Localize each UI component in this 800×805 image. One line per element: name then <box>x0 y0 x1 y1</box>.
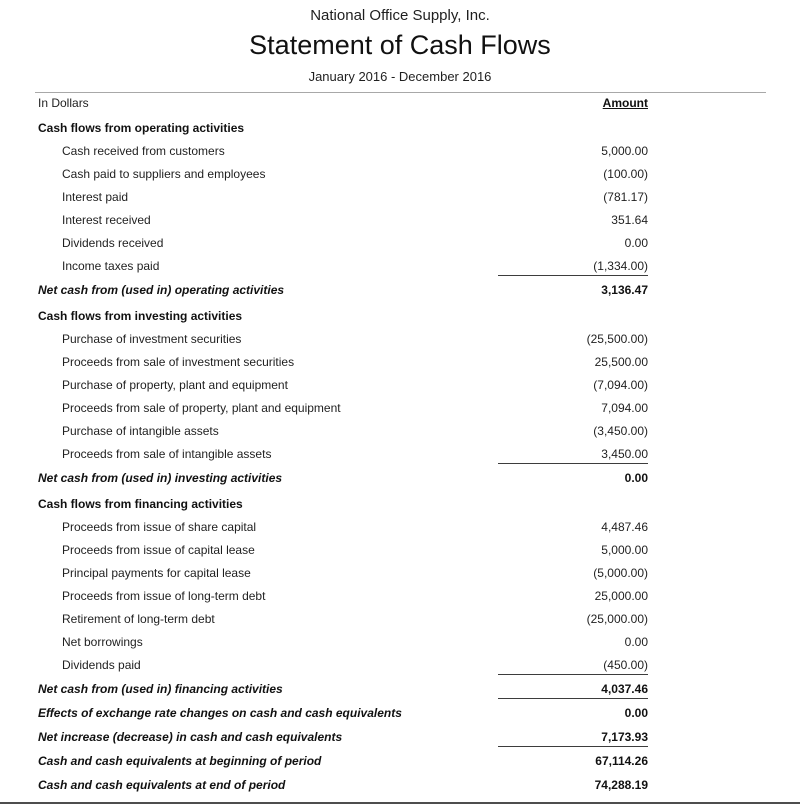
row-label: Net cash from (used in) investing activities <box>38 471 283 485</box>
row-label: Principal payments for capital lease <box>62 566 251 580</box>
detail-row <box>0 516 800 539</box>
detail-row <box>0 186 800 209</box>
detail-row <box>0 420 800 443</box>
row-amount: 4,037.46 <box>498 682 648 699</box>
detail-row <box>0 140 800 163</box>
row-label: Cash received from customers <box>62 144 225 158</box>
row-label: Cash flows from investing activities <box>38 309 243 323</box>
row-amount: 0.00 <box>624 635 648 649</box>
row-amount: 7,094.00 <box>601 401 648 415</box>
detail-row <box>0 374 800 397</box>
detail-row <box>0 585 800 608</box>
total-row <box>0 774 800 797</box>
row-label: Proceeds from issue of long-term debt <box>62 589 266 603</box>
detail-row <box>0 255 800 278</box>
detail-row <box>0 631 800 654</box>
row-label: Proceeds from sale of property, plant and equipment <box>62 401 341 415</box>
row-amount: (100.00) <box>603 167 648 181</box>
row-amount: 5,000.00 <box>601 543 648 557</box>
detail-row <box>0 443 800 466</box>
row-amount: 25,000.00 <box>594 589 648 603</box>
detail-row <box>0 562 800 585</box>
total-row <box>0 467 800 490</box>
row-amount: 0.00 <box>624 236 648 250</box>
row-label: Purchase of property, plant and equipment <box>62 378 288 392</box>
detail-row <box>0 539 800 562</box>
report-title: Statement of Cash Flows <box>249 30 551 60</box>
header-divider <box>35 92 766 93</box>
report-period: January 2016 - December 2016 <box>308 69 492 84</box>
row-amount: 351.64 <box>611 213 648 227</box>
row-label: Cash and cash equivalents at end of period <box>38 778 286 792</box>
report-rows-container <box>0 114 800 797</box>
row-label: Cash paid to suppliers and employees <box>62 167 266 181</box>
column-header-row <box>0 96 800 116</box>
section-row <box>0 305 800 328</box>
row-label: Purchase of investment securities <box>62 332 242 346</box>
row-amount: 3,136.47 <box>601 283 648 297</box>
row-label: Cash flows from operating activities <box>38 121 245 135</box>
detail-row <box>0 209 800 232</box>
row-amount: (781.17) <box>603 190 648 204</box>
row-amount: 4,487.46 <box>601 520 648 534</box>
row-amount: 0.00 <box>624 471 648 485</box>
total-row <box>0 750 800 773</box>
company-name: National Office Supply, Inc. <box>310 7 490 24</box>
row-amount: 3,450.00 <box>498 447 648 464</box>
total-row <box>0 678 800 701</box>
row-amount: (1,334.00) <box>498 259 648 276</box>
row-amount: (450.00) <box>498 658 648 675</box>
detail-row <box>0 351 800 374</box>
row-amount: (25,500.00) <box>586 332 648 346</box>
section-row <box>0 493 800 516</box>
section-row <box>0 117 800 140</box>
row-label: Retirement of long-term debt <box>62 612 215 626</box>
column-header-amount: Amount <box>602 96 648 110</box>
row-amount: 25,500.00 <box>594 355 648 369</box>
row-amount: 5,000.00 <box>601 144 648 158</box>
row-label: Purchase of intangible assets <box>62 424 219 438</box>
row-amount: (3,450.00) <box>593 424 648 438</box>
row-label: Proceeds from sale of intangible assets <box>62 447 272 461</box>
row-label: Interest received <box>62 213 151 227</box>
row-label: Income taxes paid <box>62 259 160 273</box>
column-header-in-dollars: In Dollars <box>38 96 89 110</box>
row-label: Dividends paid <box>62 658 141 672</box>
row-amount: (7,094.00) <box>593 378 648 392</box>
detail-row <box>0 654 800 677</box>
row-amount: 7,173.93 <box>498 730 648 747</box>
detail-row <box>0 608 800 631</box>
row-label: Proceeds from sale of investment securities <box>62 355 295 369</box>
row-label: Cash and cash equivalents at beginning of period <box>38 754 322 768</box>
detail-row <box>0 232 800 255</box>
row-amount: (25,000.00) <box>586 612 648 626</box>
row-label: Net borrowings <box>62 635 143 649</box>
row-label: Cash flows from financing activities <box>38 497 243 511</box>
row-amount: 67,114.26 <box>595 754 648 768</box>
detail-row <box>0 163 800 186</box>
row-amount: 0.00 <box>624 706 648 720</box>
row-label: Proceeds from issue of share capital <box>62 520 257 534</box>
row-label: Interest paid <box>62 190 129 204</box>
detail-row <box>0 397 800 420</box>
row-amount: (5,000.00) <box>593 566 648 580</box>
row-amount: 74,288.19 <box>594 778 648 792</box>
total-row <box>0 726 800 749</box>
total-row <box>0 279 800 302</box>
row-label: Net increase (decrease) in cash and cash equivalents <box>38 730 343 744</box>
row-label: Effects of exchange rate changes on cash and cash equivalents <box>38 706 402 720</box>
row-label: Net cash from (used in) operating activities <box>38 283 285 297</box>
row-label: Net cash from (used in) financing activities <box>38 682 283 696</box>
window-bottom-edge <box>0 802 800 804</box>
row-label: Dividends received <box>62 236 164 250</box>
detail-row <box>0 328 800 351</box>
row-label: Proceeds from issue of capital lease <box>62 543 255 557</box>
total-row <box>0 702 800 725</box>
